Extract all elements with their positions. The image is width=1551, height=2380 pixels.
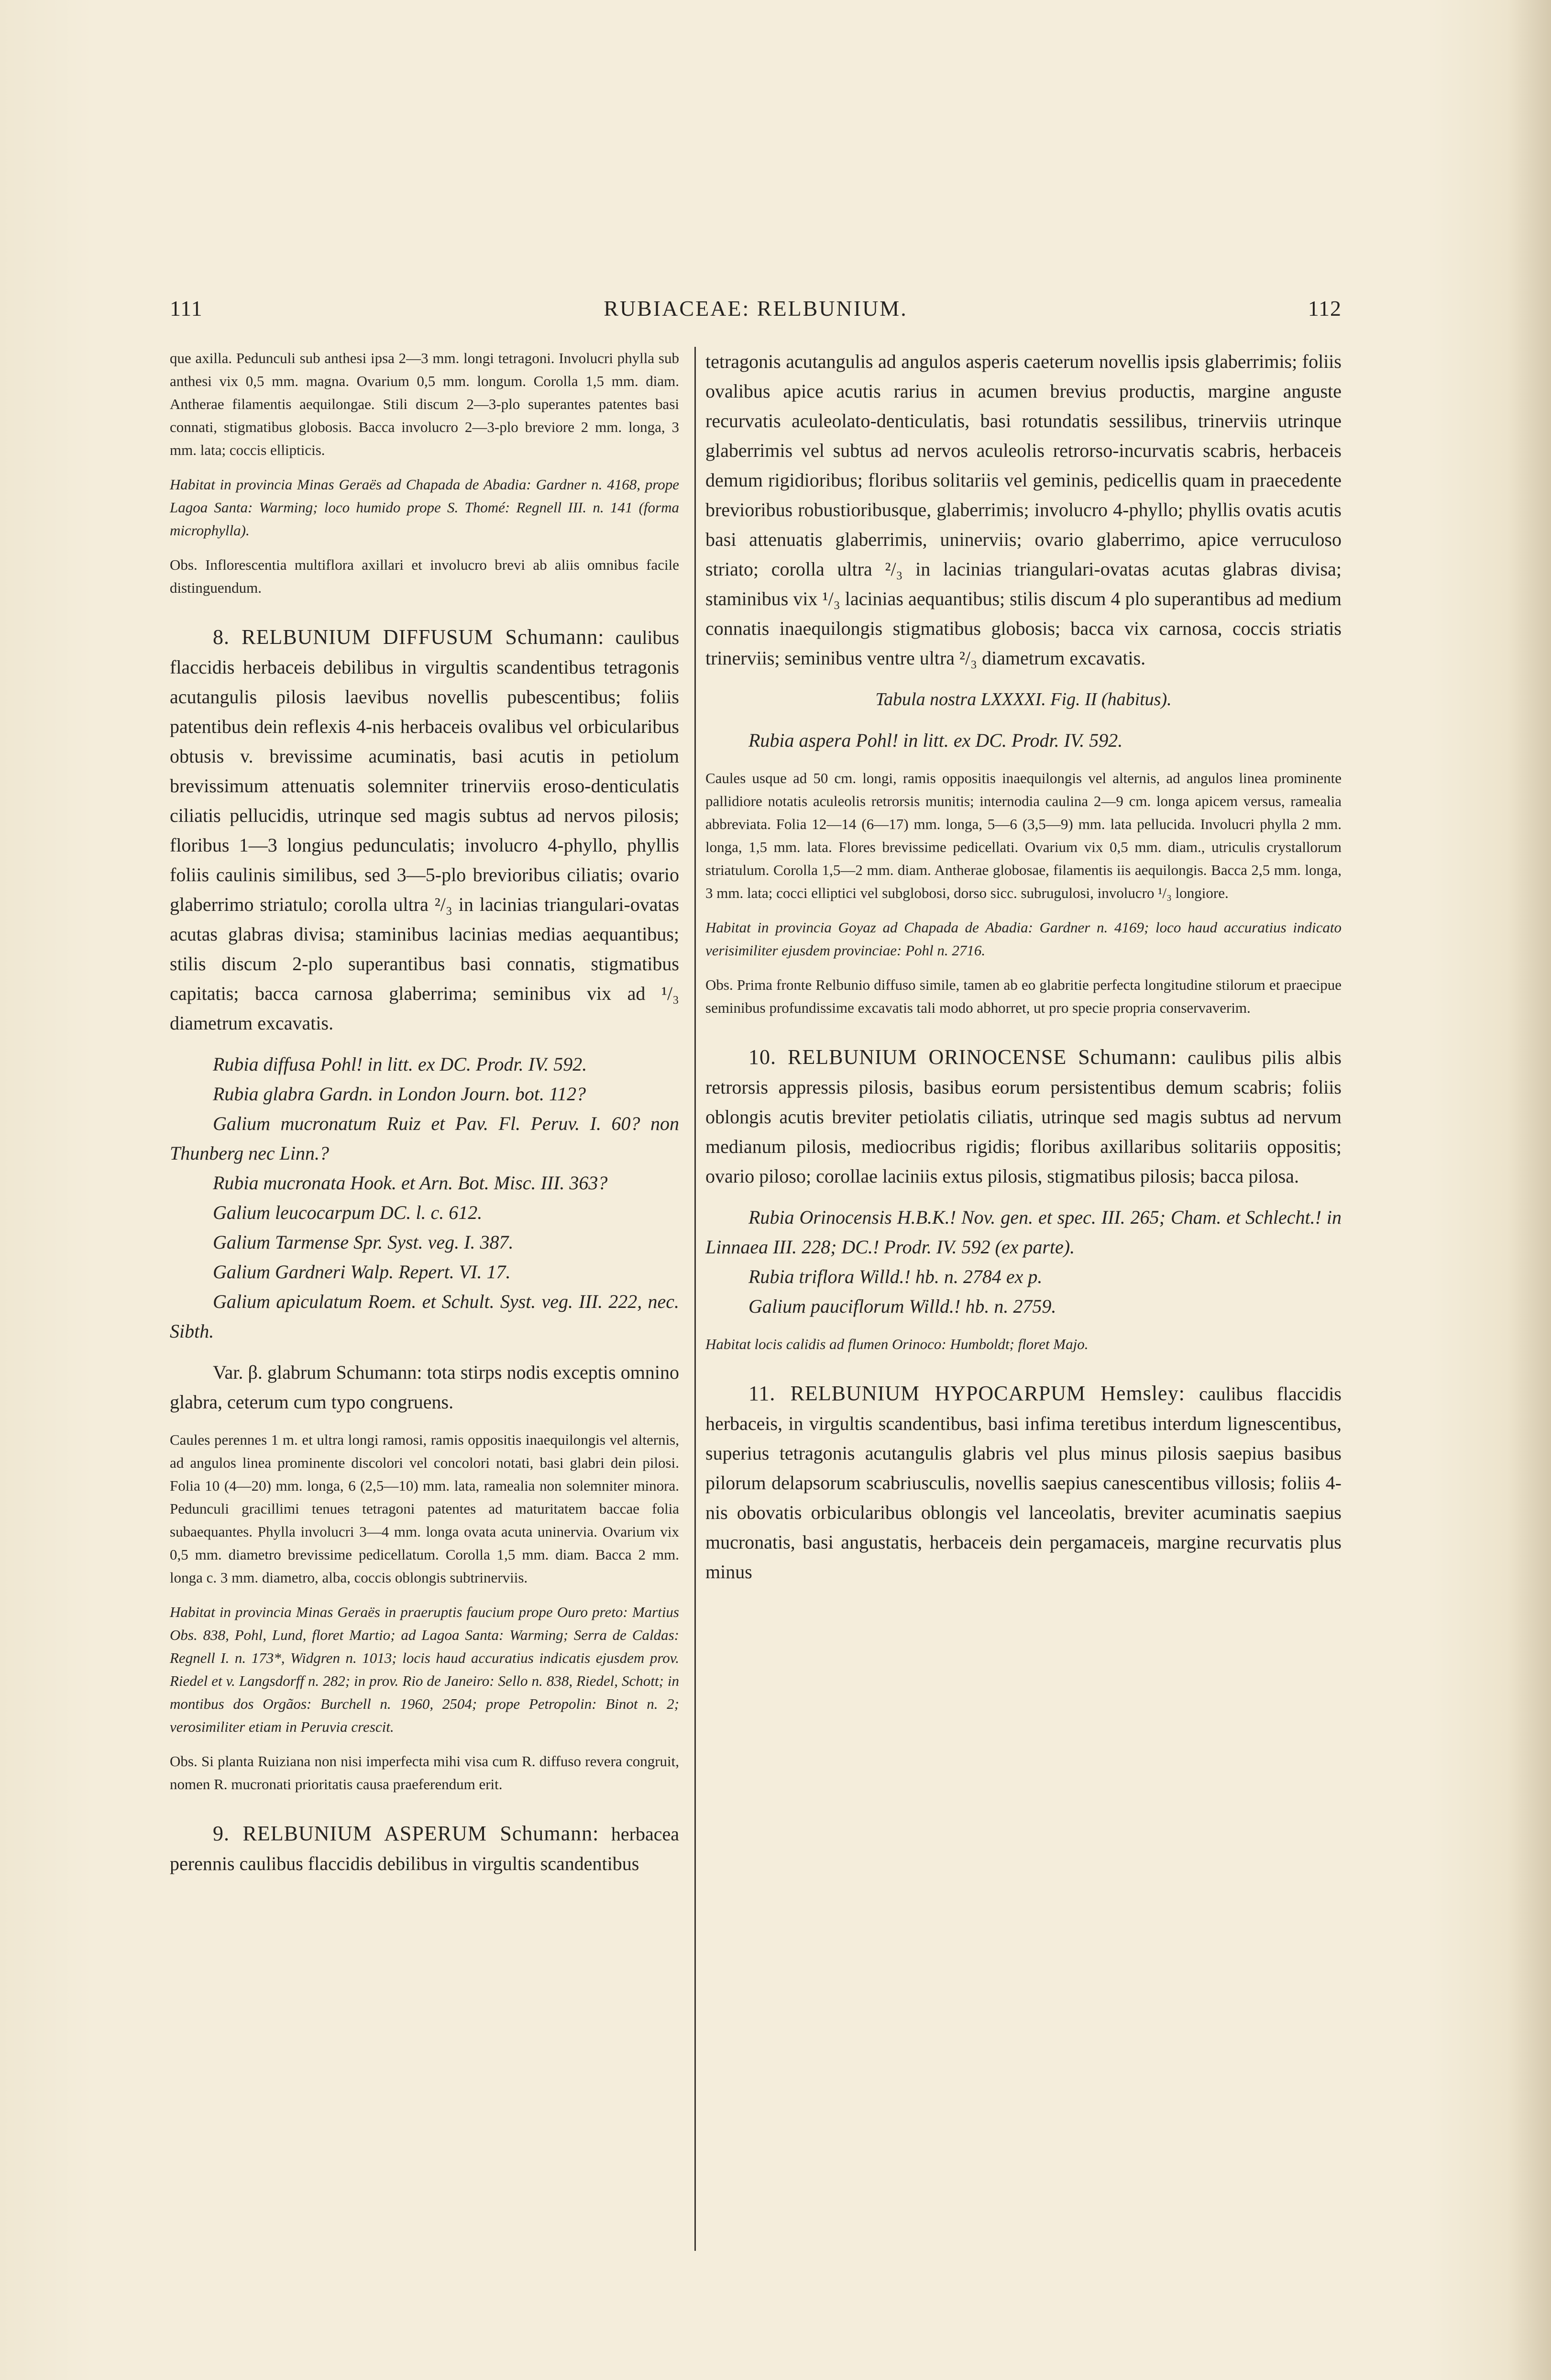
plate-reference: Tabula nostra LXXXXI. Fig. II (habitus). — [875, 689, 1172, 709]
synonym: Rubia Orinocensis H.B.K.! Nov. gen. et spec. III. 265; Cham. et Schlecht.! in Linnaea III. 228; DC.! Prodr. IV. 592 (ex parte). — [705, 1207, 1342, 1258]
species-10-description — [705, 1042, 1342, 1191]
synonym: Galium pauciflorum Willd.! hb. n. 2759. — [748, 1295, 1056, 1317]
page-number-right: 112 — [1308, 296, 1342, 321]
habitat-paragraph: Habitat in provincia Minas Geraës ad Chapada de Abadia: Gardner n. 4168, prope Lagoa Santa: Warming; loco humido prope S. Thomé: Regnell III. n. 141 (forma microphylla). — [170, 476, 679, 539]
synonym: Galium mucronatum Ruiz et Pav. Fl. Peruv. I. 60? non Thunberg nec Linn.? — [170, 1113, 679, 1164]
description-paragraph: Caules usque ad 50 cm. longi, ramis oppositis inaequilongis vel alternis, ad angulos linea prominente pallidiore notatis aculeolis retrorsis munitis; internodia caulina 2—9 cm. longa apicem versus, ramealia abbreviata. Folia 12—14 (6—17) mm. longa, 5—6 (3,5—9) mm. lata pellucida. Involucri phylla 2 mm. longa, 1,5 mm. lata. Flores brevissime pedicellati. Ovarium vix 0,5 mm. diam., utriculis crystallorum striatulum. Corolla 1,5—2 mm. diam. Antherae globosae, filamentis iis aequilongis. Bacca 2,5 mm. longa, 3 mm. lata; cocci elliptici vel subglobosi, dorso sicc. subrugulosi, involucro ¹/₃ longiore. — [705, 770, 1342, 901]
species-9-description — [170, 1819, 679, 1879]
synonym: Rubia triflora Willd.! hb. n. 2784 ex p. — [748, 1266, 1043, 1287]
species-11-description — [705, 1379, 1342, 1587]
habitat-paragraph: Habitat locis calidis ad flumen Orinoco: Humboldt; floret Majo. — [705, 1336, 1089, 1352]
habitat-paragraph: Habitat in provincia Minas Geraës in praeruptis faucium prope Ouro preto: Martius Obs. 838, Pohl, Lund, floret Martio; ad Lagoa Santa: Warming; Serra de Caldas: Regnell I. n. 173*, Widgren n. 1013; locis haud accuratius indicatis ejusdem prov. Riedel et v. Langsdorff n. 282; in prov. Rio de Janeiro: Sello n. 838, Riedel, Schott; in montibus dos Orgãos: Burchell n. 1960, 2504; prope Petropolin: Binot n. 2; verosimiliter etiam in Peruvia crescit. — [170, 1604, 679, 1735]
species-9-continued: tetragonis acutangulis ad angulos asperis caeterum novellis ipsis glaberrimis; foliis ovalibus apice acutis rarius in acumen brevius productis, margine anguste recurvatis aculeolato-denticulatis, basi rotundatis sessilibus, trinerviis utrinque glaberrimis vel subtus ad nervos aculeolis retrorso-incurvatis scabris, herbaceis demum rigidioribus; floribus solitariis vel geminis, pedicellis quam in praecedente brevioribus robustioribusque, glaberrimis; involucro 4-phyllo; phyllis ovatis acutis basi attenuatis glaberrimis, uninerviis; ovario glaberrimo, apice verruculoso striato; corolla ultra ²/₃ in lacinias triangulari-ovatas acutas glabras divisa; staminibus vix ¹/₃ lacinias aequantibus; stilis discum 4 plo superantibus ad medium connatis inaequilongis stigmatibus globosis; bacca vix carnosa, coccis striatis trinerviis; seminibus ventre ultra ²/₃ diametrum excavatis. — [705, 351, 1342, 669]
observation-paragraph: Obs. Prima fronte Relbunio diffuso simile, tamen ab eo glabritie perfecta longitudine stilorum et praecipue seminibus profundissime excavatis tali modo abhorret, ut pro specie propria conservaverim. — [705, 976, 1342, 1016]
species-11-text: caulibus flaccidis herbaceis, in virgultis scandentibus, basi infima teretibus interdum lignescentibus, superius tetragonis acutangulis glabris vel plus minus pilosis saepius basibus pilorum delapsorum scabriusculis, novellis saepius canescentibus villosis; foliis 4-nis obovatis orbicularibus oblongis vel lanceolatis, breviter acuminatis saepius mucronatis, basi angustatis, herbaceis dein pergamaceis, margine recurvatis plus minus — [705, 1383, 1342, 1583]
observation-paragraph: Obs. Si planta Ruiziana non nisi imperfecta mihi visa cum R. diffuso revera congruit, nomen R. mucronati prioritatis causa praeferendum erit. — [170, 1753, 679, 1793]
synonym: Rubia glabra Gardn. in London Journ. bot. 112? — [213, 1083, 586, 1105]
species-8-synonyms — [170, 1050, 679, 1346]
running-title: RUBIACEAE: RELBUNIUM. — [604, 296, 908, 321]
species-9-heading: 9. RELBUNIUM ASPERUM Schumann: — [213, 1822, 599, 1845]
page-edge-shadow — [1508, 0, 1551, 2380]
species-10-text: caulibus pilis albis retrorsis appressis pilosis, basibus eorum persistentibus demum scabris; foliis oblongis acutis breviter petiolatis ciliatis, utrinque sed magis subtus ad nervum medianum pilosis, mediocribus rigidis; floribus axillaribus solitariis oppositis; ovario piloso; corollae laciniis extus pilosis, stigmatibus pilosis; bacca pilosa. — [705, 1047, 1342, 1187]
synonym: Galium Tarmense Spr. Syst. veg. I. 387. — [213, 1231, 514, 1253]
species-8-text: caulibus flaccidis herbaceis debilibus in virgultis scandentibus tetragonis acutangulis pilosis laevibus novellis pubescentibus; foliis patentibus dein reflexis 4-nis herbaceis ovalibus vel orbicularibus obtusis v. brevissime acuminatis, basi acutis in petiolum brevissimum attenuatis solemniter trinerviis eroso-denticulatis ciliatis pellucidis, utrinque sed magis subtus ad nervos pilosis; floribus 1—3 longius pedunculatis; involucro 4-phyllo, phyllis foliis caulinis similibus, sed 3—5-plo brevioribus ciliatis; ovario glaberrimo striatulo; corolla ultra ²/₃ in lacinias triangulari-ovatas acutas glabras divisa; staminibus lacinias medias aequantibus; stilis discum 2-plo superantibus basi connatis, stigmatibus capitatis; bacca carnosa glaberrima; seminibus vix ad ¹/₃ diametrum excavatis. — [170, 627, 680, 1034]
left-column — [170, 347, 679, 1879]
running-header — [170, 296, 1342, 329]
right-column — [705, 347, 1342, 1587]
species-9-text: herbacea perennis caulibus flaccidis debilibus in virgultis scandentibus — [170, 1823, 679, 1874]
species-11-heading: 11. RELBUNIUM HYPOCARPUM Hemsley: — [748, 1382, 1185, 1405]
variety-paragraph: Var. β. glabrum Schumann: tota stirps nodis exceptis omnino glabra, ceterum cum typo congruens. — [170, 1362, 679, 1413]
species-8-description — [170, 622, 679, 1038]
synonym: Galium leucocarpum DC. l. c. 612. — [213, 1202, 483, 1223]
paragraph: que axilla. Pedunculi sub anthesi ipsa 2—3 mm. longi tetragoni. Involucri phylla sub anthesi vix 0,5 mm. magna. Ovarium 0,5 mm. longum. Corolla 1,5 mm. diam. Antherae filamentis aequilongae. Stili discum 2—3-plo superantes patentes basi connati, stigmatibus globosis. Bacca involucro 2—3-plo breviore 2 mm. longa, 3 mm. lata; coccis ellipticis. — [170, 350, 679, 458]
species-10-synonyms — [705, 1203, 1342, 1321]
synonym: Galium apiculatum Roem. et Schult. Syst. veg. III. 222, nec. Sibth. — [170, 1291, 679, 1342]
synonym: Rubia diffusa Pohl! in litt. ex DC. Prodr. IV. 592. — [213, 1053, 587, 1075]
habitat-paragraph: Habitat in provincia Goyaz ad Chapada de Abadia: Gardner n. 4169; loco haud accuratius indicato verisimiliter ejusdem provinciae: Pohl n. 2716. — [705, 919, 1342, 959]
species-10-heading: 10. RELBUNIUM ORINOCENSE Schumann: — [748, 1045, 1177, 1069]
synonym: Rubia aspera Pohl! in litt. ex DC. Prodr. IV. 592. — [748, 730, 1123, 751]
species-8-heading: 8. RELBUNIUM DIFFUSUM Schumann: — [213, 625, 605, 649]
observation-paragraph: Obs. Inflorescentia multiflora axillari et involucro brevi ab aliis omnibus facile distinguendum. — [170, 556, 679, 596]
description-paragraph: Caules perennes 1 m. et ultra longi ramosi, ramis oppositis inaequilongis vel alternis, ad angulos linea prominente discolori vel concolori notati, basi glabri dein pilosi. Folia 10 (4—20) mm. longa, 6 (2,5—10) mm. lata, ramealia non solemniter minora. Pedunculi gracillimi tenues tetragoni patentes ad maturitatem baccae folia subaequantes. Phylla involucri 3—4 mm. longa ovata acuta uninervia. Ovarium vix 0,5 mm. diametro brevissime pedicellatum. Corolla 1,5 mm. diam. Bacca 2 mm. longa c. 3 mm. diametro, alba, coccis oblongis subtrinerviis. — [170, 1431, 679, 1586]
page-number-left: 111 — [170, 296, 203, 321]
synonym: Galium Gardneri Walp. Repert. VI. 17. — [213, 1261, 511, 1283]
column-divider — [694, 347, 696, 2251]
synonym: Rubia mucronata Hook. et Arn. Bot. Misc. III. 363? — [213, 1172, 608, 1194]
